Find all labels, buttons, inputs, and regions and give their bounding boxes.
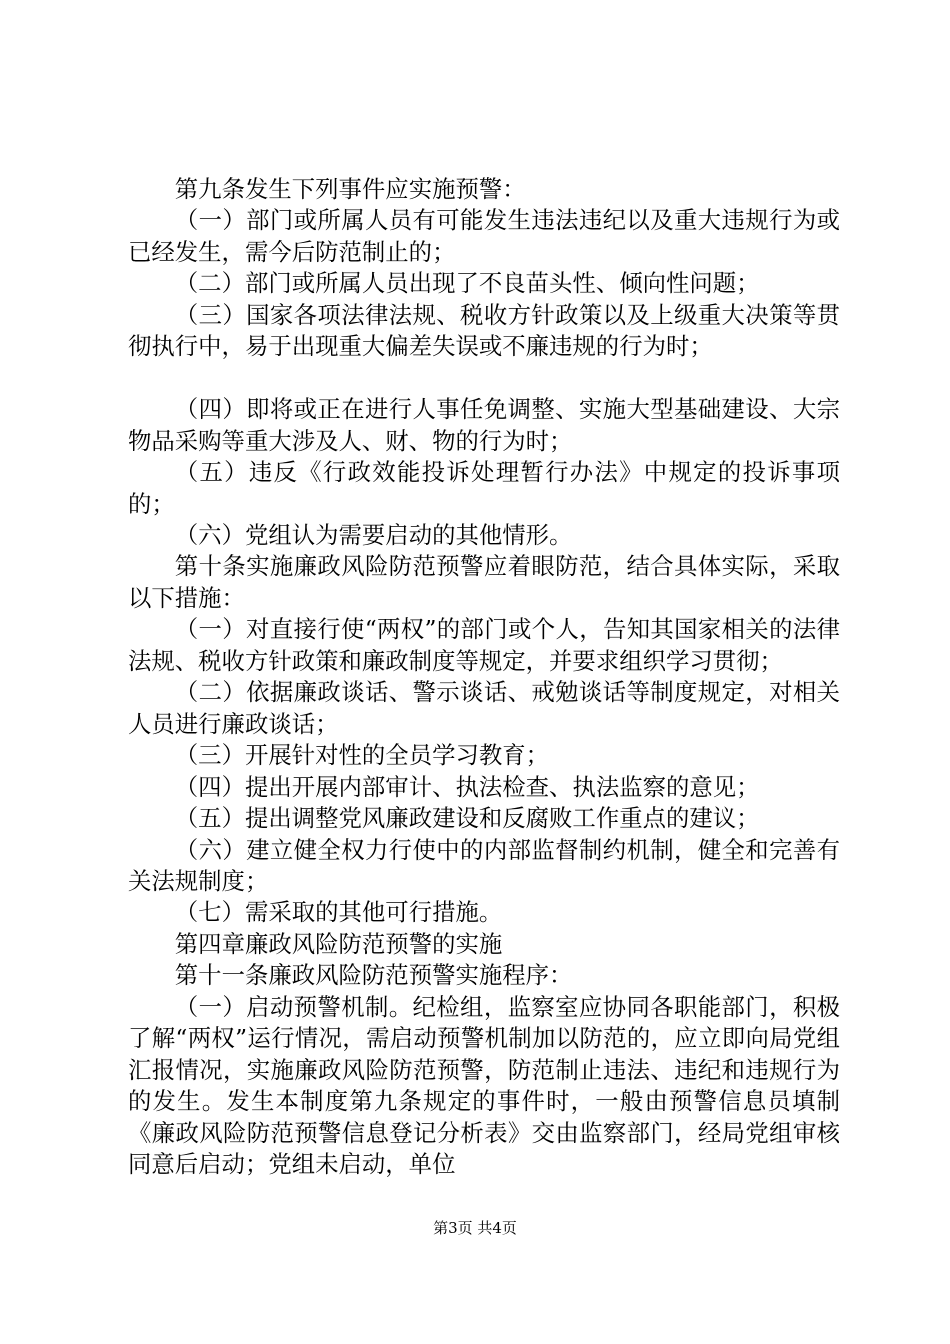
article-9-item-3: （三）国家各项法律法规、税收方针政策以及上级重大决策等贯彻执行中，易于出现重大偏差失误或不廉违规的行为时； [128, 300, 840, 361]
article-10-item-5: （五）提出调整党风廉政建设和反腐败工作重点的建议； [174, 804, 760, 833]
article-9-item-6: （六）党组认为需要启动的其他情形。 [174, 520, 573, 549]
article-10-item-6: （六）建立健全权力行使中的内部监督制约机制，健全和完善有关法规制度； [128, 835, 840, 895]
article-9-item-5: （五）违反《行政效能投诉处理暂行办法》中规定的投诉事项的； [128, 458, 840, 518]
chapter-4-heading: 第四章廉政风险防范预警的实施 [174, 929, 503, 958]
article-10-item-1: （一）对直接行使“两权”的部门或个人，告知其国家相关的法律法规、税收方针政策和廉政制度等规定，并要求组织学习贯彻； [128, 615, 840, 675]
article-9-heading: 第九条发生下列事件应实施预警： [174, 175, 526, 203]
article-10-item-7: （七）需采取的其他可行措施。 [174, 898, 503, 927]
article-10-item-2: （二）依据廉政谈话、警示谈话、戒勉谈话等制度规定，对相关人员进行廉政谈话； [128, 678, 840, 738]
article-10-heading: 第十条实施廉政风险防范预警应着眼防范，结合具体实际，采取以下措施： [128, 552, 840, 612]
article-9-item-4: （四）即将或正在进行人事任免调整、实施大型基础建设、大宗物品采购等重大涉及人、财、物的行为时； [128, 395, 840, 455]
article-10-item-4: （四）提出开展内部审计、执法检查、执法监察的意见； [174, 772, 760, 801]
article-10-item-3: （三）开展针对性的全员学习教育； [174, 741, 550, 770]
article-9-item-2: （二）部门或所属人员出现了不良苗头性、倾向性问题； [174, 269, 760, 298]
page-footer: 第3页 共4页 [433, 1219, 517, 1237]
document-body [128, 174, 840, 1180]
article-11-item-1: （一）启动预警机制。纪检组，监察室应协同各职能部门，积极了解“两权”运行情况，需启动预警机制加以防范的，应立即向局党组汇报情况，实施廉政风险防范预警，防范制止违法、违纪和违规行为的发生。发生本制度第九条规定的事件时，一般由预警信息员填制《廉政风险防范预警信息登记分析表》交由监察部门，经局党组审核同意后启动；党组未启动，单位 [128, 992, 840, 1179]
article-11-heading: 第十一条廉政风险防范预警实施程序： [174, 961, 573, 990]
article-9-item-1: （一）部门或所属人员有可能发生违法违纪以及重大违规行为或已经发生，需今后防范制止的； [128, 206, 840, 266]
